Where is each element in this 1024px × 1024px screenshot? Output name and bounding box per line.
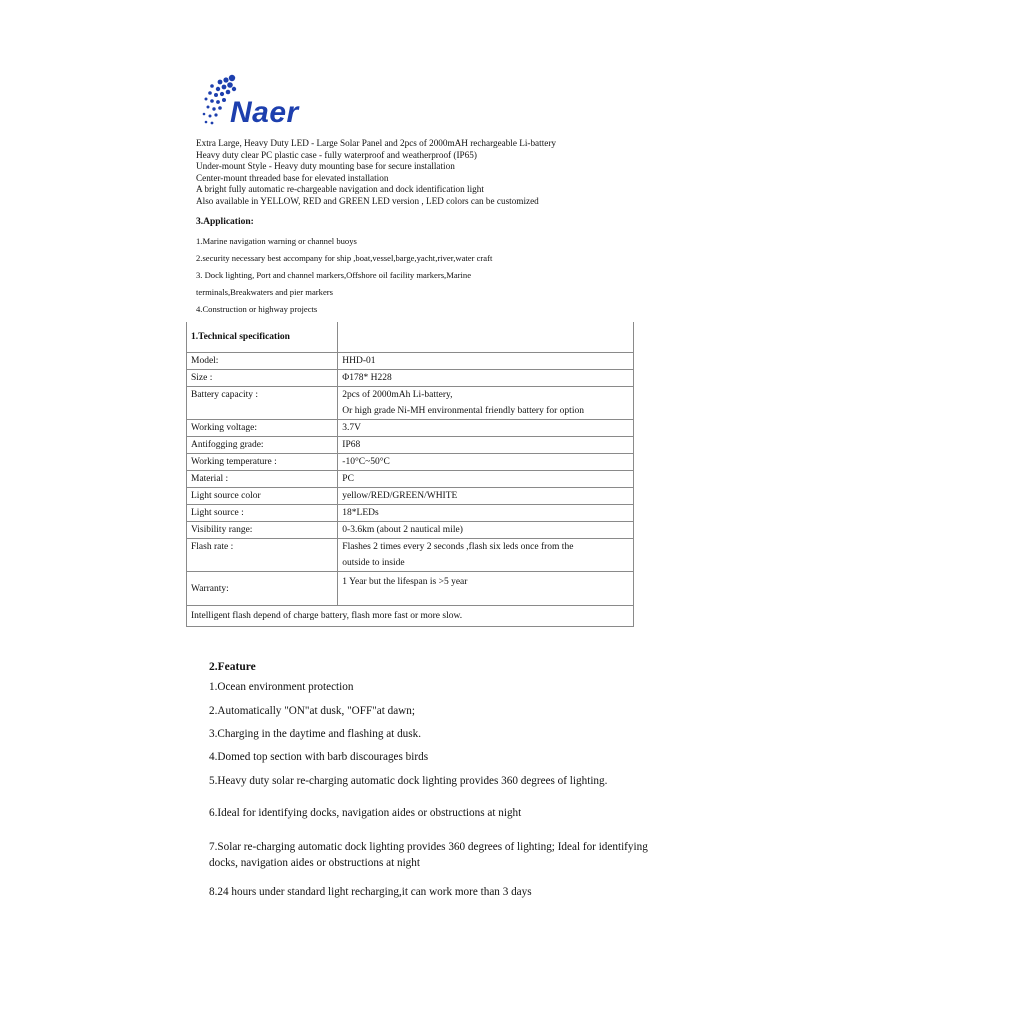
spec-label: Light source : bbox=[187, 505, 338, 522]
spec-label: Visibility range: bbox=[187, 522, 338, 539]
spec-label: Working temperature : bbox=[187, 454, 338, 471]
application-item: 3. Dock lighting, Port and channel markers,Offshore oil facility markers,Marine bbox=[196, 270, 472, 280]
feature-heading: 2.Feature bbox=[209, 661, 256, 673]
spec-label: Material : bbox=[187, 471, 338, 488]
spec-table-title: 1.Technical specification bbox=[187, 322, 338, 353]
feature-item: 4.Domed top section with barb discourages birds bbox=[209, 751, 429, 763]
feature-item: 1.Ocean environment protection bbox=[209, 681, 354, 693]
spec-value: 0-3.6km (about 2 nautical mile) bbox=[338, 522, 634, 539]
feature-item: docks, navigation aides or obstructions at night bbox=[209, 857, 420, 869]
application-heading: 3.Application: bbox=[196, 217, 254, 227]
intro-line: Also available in YELLOW, RED and GREEN LED version , LED colors can be customized bbox=[196, 195, 539, 206]
intro-line: Under-mount Style - Heavy duty mounting base for secure installation bbox=[196, 161, 455, 172]
intro-line: A bright fully automatic re-chargeable navigation and dock identification light bbox=[196, 184, 484, 195]
feature-item: 7.Solar re-charging automatic dock lighting provides 360 degrees of lighting; Ideal for identifying bbox=[209, 841, 648, 853]
spec-value: outside to inside bbox=[342, 558, 405, 568]
intro-line: Extra Large, Heavy Duty LED - Large Solar Panel and 2pcs of 2000mAH rechargeable Li-battery bbox=[196, 138, 556, 148]
spec-value: 3.7V bbox=[338, 420, 634, 437]
spec-value: -10°C~50°C bbox=[338, 454, 634, 471]
spec-value: PC bbox=[338, 471, 634, 488]
feature-item: 6.Ideal for identifying docks, navigation aides or obstructions at night bbox=[209, 807, 522, 819]
spec-label: Battery capacity : bbox=[187, 387, 338, 420]
intro-block bbox=[196, 138, 556, 208]
spec-value: 2pcs of 2000mAh Li-battery, bbox=[342, 390, 453, 400]
spec-label: Light source color bbox=[187, 488, 338, 505]
spec-value: Or high grade Ni-MH environmental friendly battery for option bbox=[342, 406, 584, 416]
spec-value: 18*LEDs bbox=[338, 505, 634, 522]
feature-item: 8.24 hours under standard light recharging,it can work more than 3 days bbox=[209, 886, 532, 898]
spec-label: Model: bbox=[187, 353, 338, 370]
spec-value: HHD-01 bbox=[338, 353, 634, 370]
logo-text: Naer bbox=[230, 96, 299, 129]
application-item: 2.security necessary best accompany for ship ,boat,vessel,barge,yacht,river,water craft bbox=[196, 253, 493, 263]
spec-table bbox=[186, 322, 634, 627]
spec-value: IP68 bbox=[338, 437, 634, 454]
spec-label: Warranty: bbox=[187, 572, 338, 606]
spec-label: Size : bbox=[187, 370, 338, 387]
application-item: 1.Marine navigation warning or channel buoys bbox=[196, 236, 357, 246]
intro-line: Heavy duty clear PC plastic case - fully waterproof and weatherproof (IP65) bbox=[196, 149, 477, 160]
application-item: 4.Construction or highway projects bbox=[196, 304, 318, 314]
feature-item: 2.Automatically "ON"at dusk, "OFF"at dawn; bbox=[209, 705, 415, 717]
spec-footer-note: Intelligent flash depend of charge battery, flash more fast or more slow. bbox=[187, 606, 634, 627]
spec-value: Flashes 2 times every 2 seconds ,flash six leds once from the bbox=[342, 542, 574, 552]
spec-label: Working voltage: bbox=[187, 420, 338, 437]
spec-label: Antifogging grade: bbox=[187, 437, 338, 454]
intro-line: Center-mount threaded base for elevated installation bbox=[196, 172, 389, 183]
spec-label: Flash rate : bbox=[187, 539, 338, 572]
spec-value: yellow/RED/GREEN/WHITE bbox=[338, 488, 634, 505]
spec-value: 1 Year but the lifespan is >5 year bbox=[338, 572, 634, 606]
feature-item: 5.Heavy duty solar re-charging automatic dock lighting provides 360 degrees of lighting. bbox=[209, 775, 608, 787]
application-item: terminals,Breakwaters and pier markers bbox=[196, 287, 333, 297]
spec-value: Φ178* H228 bbox=[338, 370, 634, 387]
feature-item: 3.Charging in the daytime and flashing at dusk. bbox=[209, 728, 422, 740]
